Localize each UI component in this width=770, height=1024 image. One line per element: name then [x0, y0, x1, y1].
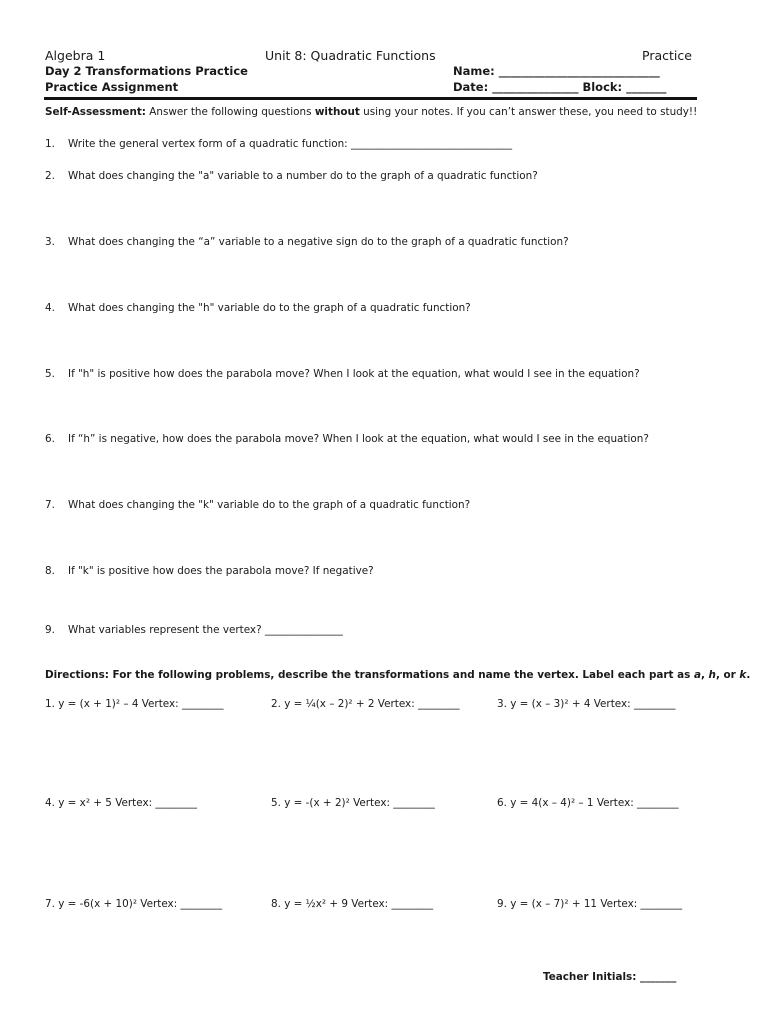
name-field: Name: ____________________________: [453, 64, 660, 78]
question-number: 1.: [45, 138, 55, 150]
date-block-field: Date: _______________ Block: _______: [453, 80, 667, 94]
question-number: 4.: [45, 302, 55, 314]
problem-item: 1. y = (x + 1)² – 4 Vertex: ________: [45, 698, 224, 710]
problem-item: 6. y = 4(x – 4)² – 1 Vertex: ________: [497, 797, 679, 809]
directions-var-k: k: [739, 669, 747, 681]
self-assessment-bold: without: [314, 106, 360, 118]
document-type: Practice: [642, 48, 692, 63]
assignment-title: Practice Assignment: [45, 80, 179, 94]
problem-item: 7. y = -6(x + 10)² Vertex: ________: [45, 898, 223, 910]
problem-item: 5. y = -(x + 2)² Vertex: ________: [271, 797, 435, 809]
question-number: 8.: [45, 565, 55, 577]
question-text: What does changing the “a” variable to a negative sign do to the graph of a quadratic function?: [68, 236, 569, 248]
question-text: If “h” is negative, how does the parabola move? When I look at the equation, what would I see in the equation?: [68, 433, 649, 445]
problem-item: 3. y = (x – 3)² + 4 Vertex: ________: [497, 698, 676, 710]
problem-item: 8. y = ½x² + 9 Vertex: ________: [271, 898, 434, 910]
directions-sep: ,: [700, 669, 709, 681]
question-text: If "h" is positive how does the parabola move? When I look at the equation, what would I see in the equation?: [68, 368, 640, 380]
directions-end: .: [746, 669, 751, 681]
question-text: What does changing the "h" variable do to the graph of a quadratic function?: [68, 302, 471, 314]
self-assessment-text-b: using your notes. If you can’t answer these, you need to study!!: [359, 106, 698, 118]
directions: [45, 669, 750, 681]
question-number: 5.: [45, 368, 55, 380]
self-assessment-text-a: Answer the following questions: [145, 106, 315, 118]
problem-item: 4. y = x² + 5 Vertex: ________: [45, 797, 197, 809]
question-text: What does changing the "k" variable do to the graph of a quadratic function?: [68, 499, 471, 511]
course-title: Algebra 1: [45, 48, 106, 63]
self-assessment-label: Self-Assessment:: [45, 106, 146, 118]
question-text: If "k" is positive how does the parabola move? If negative?: [68, 565, 374, 577]
question-text: What does changing the "a" variable to a number do to the graph of a quadratic function?: [68, 170, 538, 182]
question-number: 9.: [45, 624, 55, 636]
directions-text: Directions: For the following problems, describe the transformations and name the vertex. Label each part as: [45, 669, 694, 681]
directions-var-h: h: [708, 669, 716, 681]
directions-var-a: a: [693, 669, 701, 681]
directions-sep: , or: [715, 669, 740, 681]
unit-title: Unit 8: Quadratic Functions: [265, 48, 436, 63]
problem-item: 9. y = (x – 7)² + 11 Vertex: ________: [497, 898, 683, 910]
teacher-initials: Teacher Initials: _______: [543, 971, 677, 983]
question-text: What variables represent the vertex? _______________: [68, 624, 343, 636]
header-rule: [44, 97, 697, 100]
question-number: 2.: [45, 170, 55, 182]
question-number: 6.: [45, 433, 55, 445]
question-text: Write the general vertex form of a quadratic function: _______________________________: [68, 138, 513, 150]
problem-item: 2. y = ¼(x – 2)² + 2 Vertex: ________: [271, 698, 460, 710]
question-number: 3.: [45, 236, 55, 248]
self-assessment-line: [45, 106, 697, 118]
day-title: Day 2 Transformations Practice: [45, 64, 248, 78]
question-number: 7.: [45, 499, 55, 511]
